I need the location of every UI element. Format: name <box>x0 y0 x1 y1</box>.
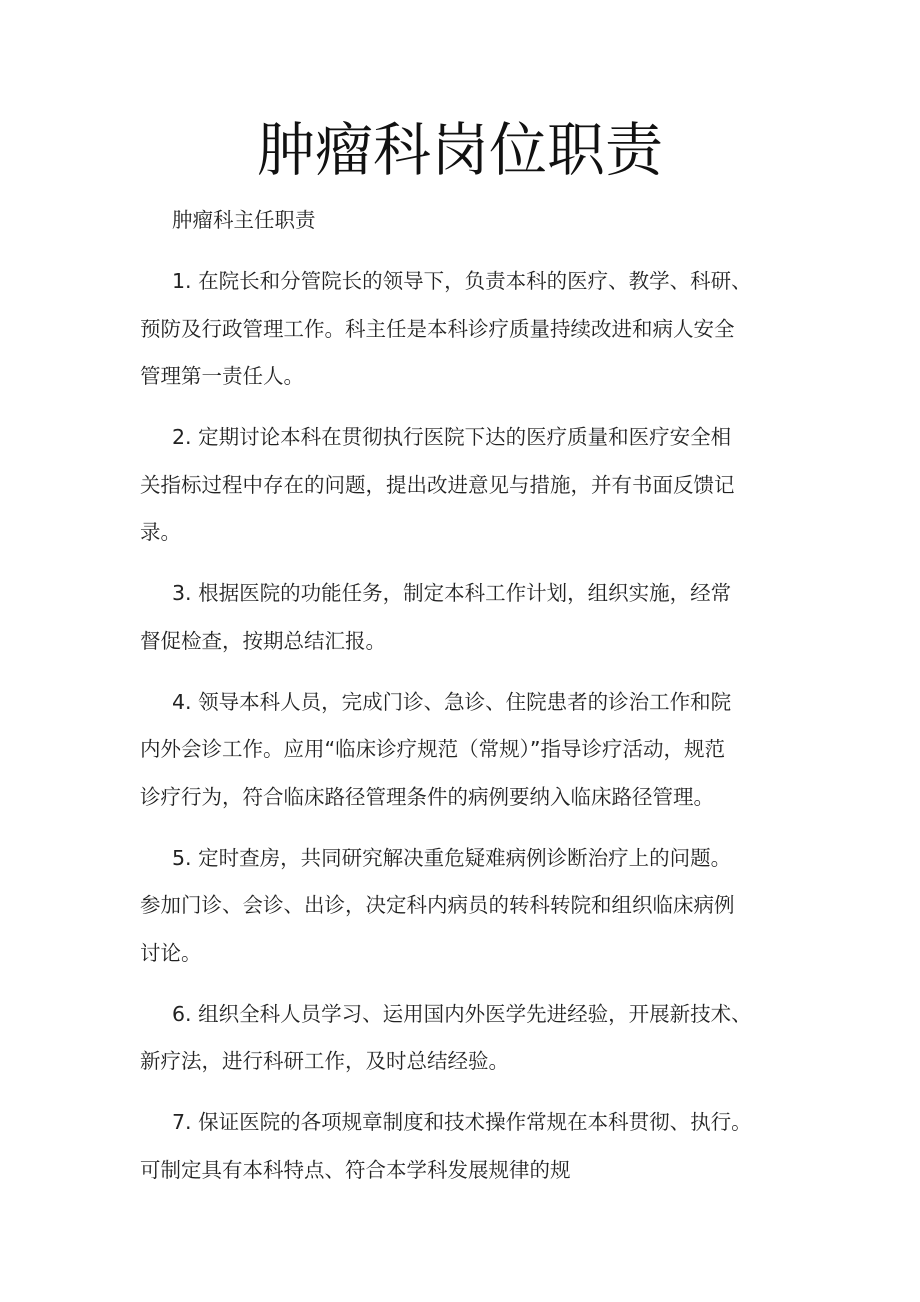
text-line: 4. 领导本科人员，完成门诊、急诊、住院患者的诊治工作和院 <box>172 689 732 714</box>
duty-paragraph <box>140 679 785 822</box>
text-line: 录。 <box>140 520 181 544</box>
text-line: 讨论。 <box>140 940 202 965</box>
text-line: 7. 保证医院的各项规章制度和技术操作常规在本科贯彻、执行。 <box>172 1110 752 1134</box>
text-line: 新疗法，进行科研工作，及时总结经验。 <box>140 1049 509 1073</box>
section-heading <box>140 197 785 245</box>
duty-paragraph <box>140 414 785 557</box>
text-line: 2. 定期讨论本科在贯彻执行医院下达的医疗质量和医疗安全相 <box>172 425 732 449</box>
text-line: 管理第一责任人。 <box>140 364 304 388</box>
document-body <box>140 197 785 1208</box>
duty-paragraph <box>140 570 785 665</box>
text-line: 督促检查，按期总结汇报。 <box>140 628 386 653</box>
duty-paragraph <box>140 258 785 401</box>
text-line: 3. 根据医院的功能任务，制定本科工作计划，组织实施，经常 <box>172 581 732 605</box>
duty-paragraph <box>140 991 785 1086</box>
text-line: 内外会诊工作。应用“临床诊疗规范（常规）”指导诊疗活动，规范 <box>140 737 725 761</box>
text-line: 预防及行政管理工作。科主任是本科诊疗质量持续改进和病人安全 <box>140 316 735 341</box>
text-line: 关指标过程中存在的问题，提出改进意见与措施，并有书面反馈记 <box>140 472 735 497</box>
document-title: 肿瘤科岗位职责 <box>256 116 663 184</box>
text-line: 5. 定时查房，共同研究解决重危疑难病例诊断治疗上的问题。 <box>172 845 732 870</box>
text-line: 肿瘤科主任职责 <box>172 208 316 232</box>
duty-paragraph <box>140 1099 785 1194</box>
duty-paragraph <box>140 835 785 978</box>
text-line: 诊疗行为，符合临床路径管理条件的病例要纳入临床路径管理。 <box>140 784 714 809</box>
text-line: 6. 组织全科人员学习、运用国内外医学先进经验，开展新技术、 <box>172 1001 752 1026</box>
text-line: 1. 在院长和分管院长的领导下，负责本科的医疗、教学、科研、 <box>172 269 752 293</box>
text-line: 可制定具有本科特点、符合本学科发展规律的规 <box>140 1157 571 1182</box>
text-line: 参加门诊、会诊、出诊，决定科内病员的转科转院和组织临床病例 <box>140 893 735 917</box>
